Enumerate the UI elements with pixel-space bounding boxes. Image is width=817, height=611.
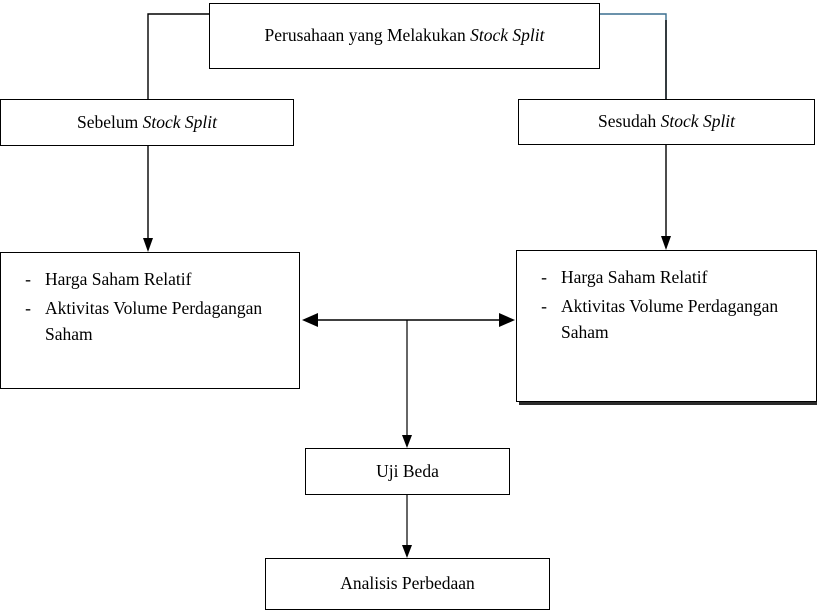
list-item bbox=[11, 296, 289, 347]
node-sesudah-stock-split[interactable] bbox=[518, 99, 815, 145]
list-item-label: Harga Saham Relatif bbox=[45, 269, 192, 289]
node-analisis-perbedaan-label: Analisis Perbedaan bbox=[340, 573, 475, 594]
sesudah-variable-list bbox=[527, 265, 806, 349]
list-item bbox=[527, 294, 806, 345]
node-sebelum-label: Sebelum bbox=[77, 111, 143, 132]
bullet-dash: - bbox=[541, 296, 547, 317]
node-analisis-perbedaan[interactable] bbox=[265, 558, 550, 610]
bullet-dash: - bbox=[25, 298, 31, 319]
node-sebelum-stock-split[interactable] bbox=[0, 99, 294, 146]
node-uji-beda-label: Uji Beda bbox=[376, 460, 439, 481]
list-item-label: Aktivitas Volume Perdagangan Saham bbox=[561, 296, 779, 342]
bullet-dash: - bbox=[541, 267, 547, 287]
list-item-label: Aktivitas Volume Perdagangan Saham bbox=[45, 298, 263, 344]
sebelum-variable-list bbox=[11, 267, 289, 351]
node-perusahaan-label: Perusahaan yang Melakukan bbox=[264, 25, 471, 46]
node-sesudah-label-italic: Stock Split bbox=[660, 111, 736, 132]
bullet-dash: - bbox=[25, 269, 31, 289]
node-perusahaan-stock-split[interactable] bbox=[209, 3, 600, 69]
node-sesudah-label: Sesudah bbox=[597, 111, 661, 132]
list-item-label: Harga Saham Relatif bbox=[561, 267, 708, 287]
list-item bbox=[527, 265, 806, 290]
node-sebelum-variables[interactable] bbox=[0, 252, 300, 389]
node-uji-beda[interactable] bbox=[305, 448, 510, 495]
node-sesudah-variables[interactable] bbox=[516, 250, 817, 402]
node-sebelum-label-italic: Stock Split bbox=[142, 111, 217, 132]
node-perusahaan-label-italic: Stock Split bbox=[470, 25, 545, 46]
list-item bbox=[11, 267, 289, 292]
